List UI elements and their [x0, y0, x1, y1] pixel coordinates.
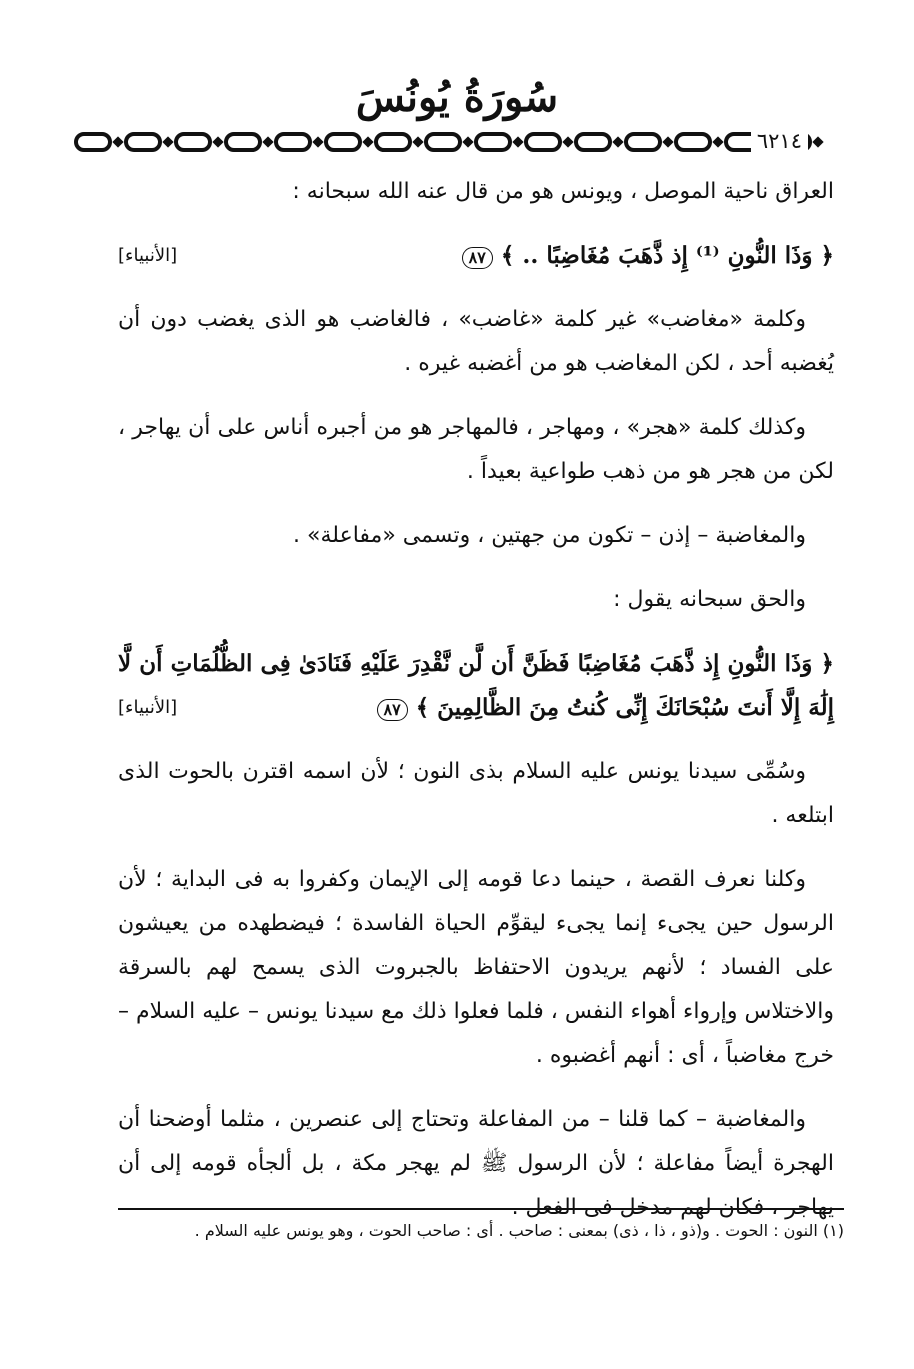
paragraph: والحق سبحانه يقول : [613, 587, 806, 612]
main-text [118, 170, 834, 1250]
surah-title: سُورَةُ يُونُسَ [355, 74, 559, 121]
verse-text: ﴿ وَذَا النُّونِ ⁽¹⁾ إِذ ذَّهَبَ مُغَاضِبًا .. ﴾ [500, 242, 834, 269]
chain-dot [212, 136, 223, 147]
chain-dot [312, 136, 323, 147]
quran-verse [118, 642, 834, 730]
footnote: (١) النون : الحوت . و(ذو ، ذا ، ذى) بمعنى : صاحب . أى : صاحب الحوت ، وهو يونس عليه السلام . [194, 1221, 844, 1240]
page-number: ٦٢١٤ [751, 128, 808, 154]
chain-dot [662, 136, 673, 147]
chain-link [226, 134, 260, 150]
chain-dot [262, 136, 273, 147]
paragraph: وكلمة «مغاضب» غير كلمة «غاضب» ، فالغاضب هو الذى يغضب دون أن يُغضبه أحد ، لكن المغاضب هو من أغضبه غيره . [118, 307, 834, 376]
surah-reference: [الأنبياء] [118, 697, 178, 718]
paragraph: العراق ناحية الموصل ، ويونس هو من قال عنه الله سبحانه : [292, 179, 834, 204]
chain-dot [112, 136, 123, 147]
paragraph: والمغاضبة – كما قلنا – من المفاعلة وتحتاج إلى عنصرين ، مثلما أوضحنا أن الهجرة أيضاً مفاعلة ؛ لأن الرسول ﷺ لم يهجر مكة ، بل ألجأه قومه إلى أن يهاجر ، فكان لهم مدخل فى الفعل . [118, 1107, 834, 1220]
paragraph: والمغاضبة – إذن – تكون من جهتين ، وتسمى «مفاعلة» . [293, 523, 806, 548]
chain-link [376, 134, 410, 150]
chain-dot [412, 136, 423, 147]
chain-dot [812, 136, 823, 147]
chain-dot [512, 136, 523, 147]
verse-text: ﴿ وَذَا النُّونِ إِذ ذَّهَبَ مُغَاضِبًا فَظَنَّ أَن لَّن نَّقْدِرَ عَلَيْهِ فَنَادَىٰ فِى الظُّلُمَاتِ أَن لَّا إِلَٰهَ إِلَّا أَنتَ سُبْحَانَكَ إِنِّى كُنتُ مِنَ الظَّالِمِينَ ﴾ [118, 650, 834, 721]
verse-number-badge: ٨٧ [462, 247, 493, 269]
chain-link [126, 134, 160, 150]
surah-reference: [الأنبياء] [118, 245, 178, 266]
chain-dot [362, 136, 373, 147]
paragraph: وكذلك كلمة «هجر» ، ومهاجر ، فالمهاجر هو من أجبره أناس على أن يهاجر ، لكن من هجر هو من ذهب طواعية بعيداً . [118, 415, 834, 484]
paragraph: وكلنا نعرف القصة ، حينما دعا قومه إلى الإيمان وكفروا به فى البداية ؛ لأن الرسول حين يجىء إنما يجىء ليقوِّم الحياة الفاسدة ؛ فيضطهده من يعيشون على الفساد ؛ لأنهم يريدون الاحتفاظ بالجبروت الذى يسمح لهم بالسرقة والاختلاس وإرواء أهواء النفس ، فلما فعلوا ذلك مع سيدنا يونس – عليه السلام – خرج مغاضباً ، أى : أنهم أغضبوه . [118, 867, 834, 1068]
chain-link [626, 134, 660, 150]
chain-dot [162, 136, 173, 147]
chain-ornament-icon [72, 124, 844, 160]
chain-dot [712, 136, 723, 147]
chain-link [526, 134, 560, 150]
paragraph: وسُمِّى سيدنا يونس عليه السلام بذى النون ؛ لأن اسمه اقترن بالحوت الذى ابتلعه . [118, 759, 834, 828]
chain-link [276, 134, 310, 150]
header-ornament-band [72, 124, 844, 160]
chain-dot [612, 136, 623, 147]
chain-link [176, 134, 210, 150]
chain-link [326, 134, 360, 150]
chain-link [76, 134, 110, 150]
chain-link [676, 134, 710, 150]
verse-number-badge: ٨٧ [377, 699, 408, 721]
chain-dot [462, 136, 473, 147]
chain-link [426, 134, 460, 150]
chain-link [576, 134, 610, 150]
chain-dot [562, 136, 573, 147]
footnote-divider [118, 1208, 844, 1210]
quran-verse [118, 234, 834, 278]
chain-link [476, 134, 510, 150]
